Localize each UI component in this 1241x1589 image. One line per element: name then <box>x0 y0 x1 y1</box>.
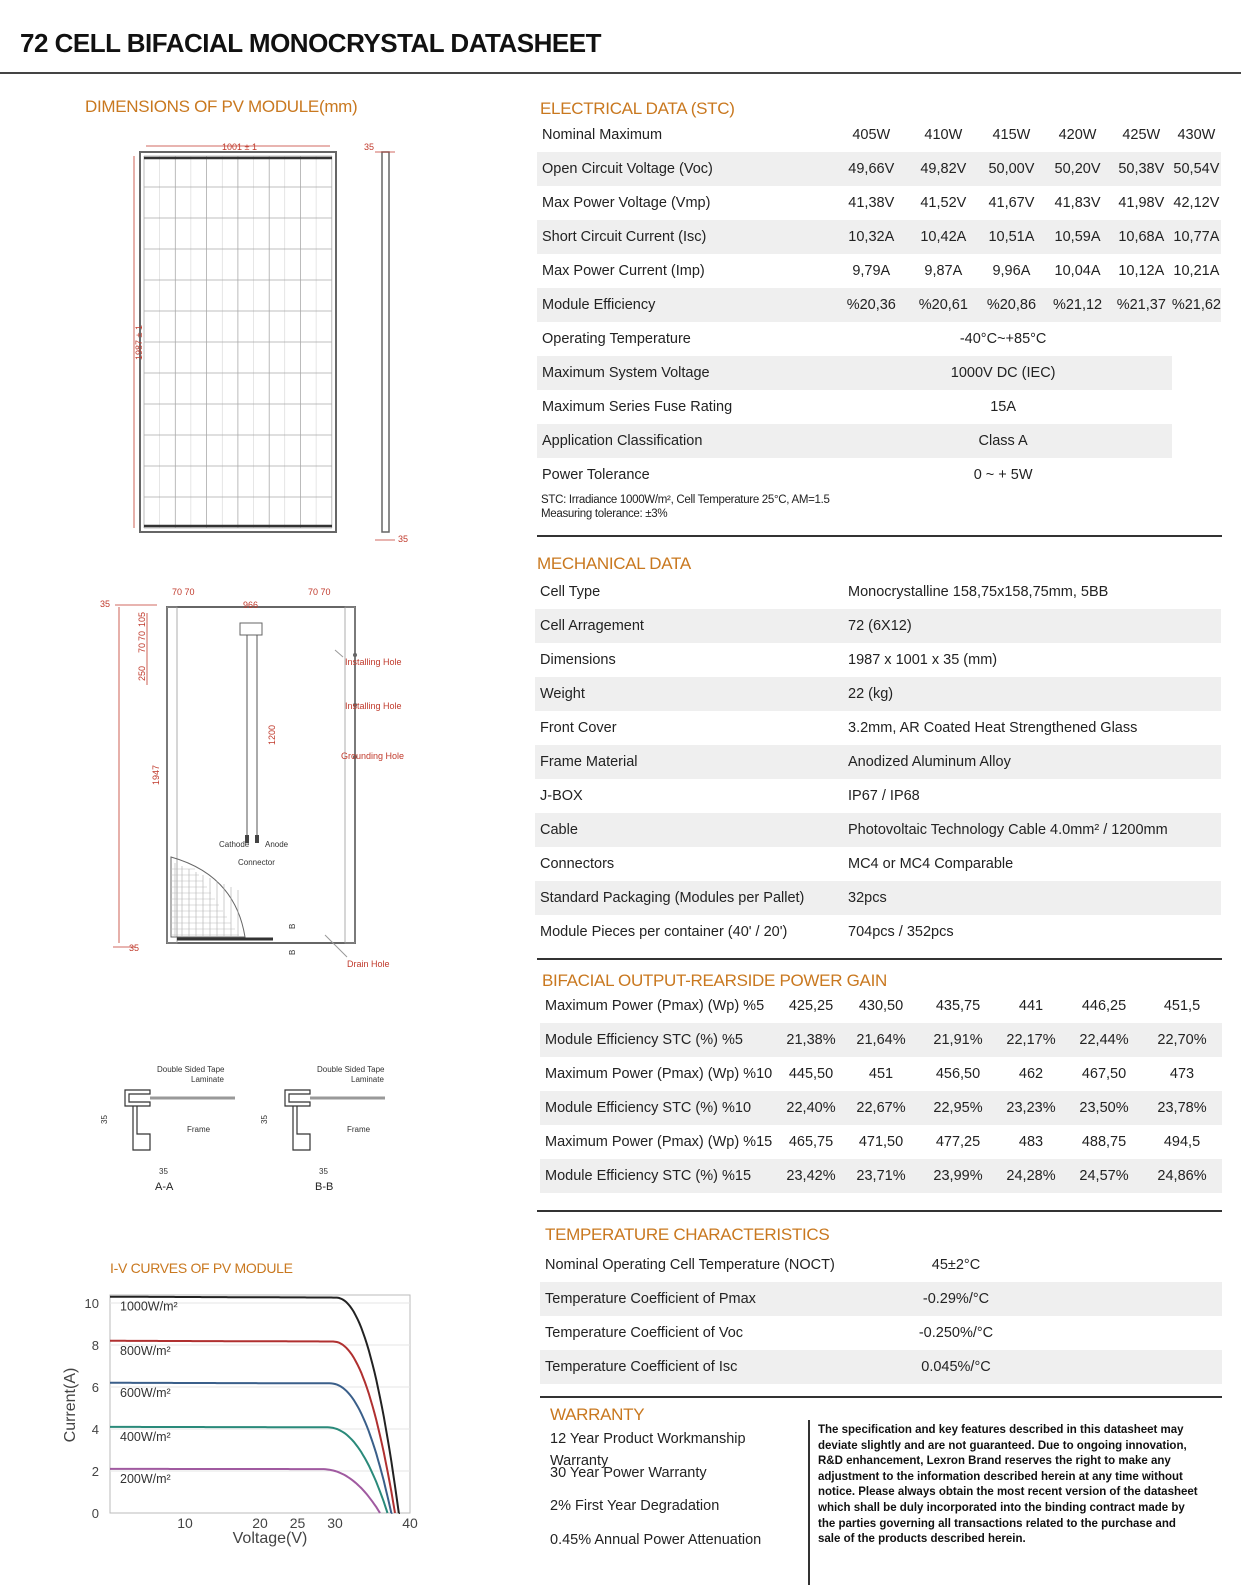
mechanical-row-value: 704pcs / 352pcs <box>848 924 954 940</box>
section-aa-width: 35 <box>159 1167 168 1176</box>
mechanical-row-value: IP67 / IP68 <box>848 788 920 804</box>
electrical-cell: 10,04A <box>1054 263 1101 279</box>
stc-note-line-1: STC: Irradiance 1000W/m², Cell Temperature 25°C, AM=1.5 <box>541 494 830 506</box>
iv-ytick: 2 <box>91 1464 99 1479</box>
mechanical-row <box>535 847 1221 881</box>
bifacial-row-label: Module Efficiency STC (%) %10 <box>540 1091 780 1125</box>
bifacial-row <box>540 1159 1222 1193</box>
drain-hole-label: Drain Hole <box>347 959 390 969</box>
electrical-span-value: 15A <box>990 399 1017 415</box>
iv-xtick: 25 <box>289 1515 306 1531</box>
front-panel-grid <box>144 156 332 528</box>
bifacial-cell: 471,50 <box>858 1134 904 1150</box>
electrical-cell: 405W <box>852 127 891 143</box>
electrical-cell: 41,83V <box>1054 195 1101 211</box>
electrical-span-row <box>537 322 1221 356</box>
bifacial-cell: 477,25 <box>935 1134 981 1150</box>
mechanical-row-label: Standard Packaging (Modules per Pallet) <box>535 881 848 915</box>
mechanical-row <box>535 779 1221 813</box>
electrical-span-row <box>537 390 1221 424</box>
connector-label: Connector <box>238 858 275 867</box>
iv-chart-title: I-V CURVES OF PV MODULE <box>110 1260 293 1276</box>
mechanical-row-label: Connectors <box>540 856 615 872</box>
page-title: 72 CELL BIFACIAL MONOCRYSTAL DATASHEET <box>20 28 601 58</box>
bifacial-cell: 22,17% <box>996 1023 1066 1057</box>
bifacial-cell: 22,95% <box>920 1091 996 1125</box>
bifacial-row-label: Module Efficiency STC (%) %5 <box>540 1023 780 1057</box>
mechanical-row <box>535 609 1221 643</box>
bifacial-row <box>540 989 1222 1023</box>
electrical-cell: %21,12 <box>1044 288 1111 322</box>
electrical-span-label: Maximum System Voltage <box>537 356 738 390</box>
cathode-label: Cathode <box>219 840 250 849</box>
bifacial-cell: 22,44% <box>1066 1023 1142 1057</box>
mechanical-row-label: Cell Type <box>540 584 601 600</box>
mechanical-row <box>535 643 1221 677</box>
bifacial-cell: 24,57% <box>1066 1159 1142 1193</box>
bifacial-cell: 425,25 <box>788 998 834 1014</box>
mechanical-row-label: Frame Material <box>535 745 848 779</box>
mechanical-row-value: 3.2mm, AR Coated Heat Strengthened Glass <box>848 720 1138 736</box>
disclaimer-text: The specification and key features described in this datasheet may deviate slightly and are not guaranteed. Due to ongoing innovation, R&D enhancement, Lexron Brand reserves the right to make any adjustment to the information described herein at any time without notice. Please always obtain the most recent version of the datasheet which shall be duly incorporated into the binding contract made by the parties governing all transactions related to the purchase and sale of the products described herein. <box>818 1424 1198 1546</box>
electrical-row-label: Short Circuit Current (Isc) <box>537 220 738 254</box>
electrical-row-label: Max Power Current (Imp) <box>542 263 705 279</box>
installing-hole-label-1: Installing Hole <box>345 657 402 667</box>
stc-note <box>541 493 830 521</box>
electrical-table <box>537 118 1221 492</box>
disclaimer-divider <box>808 1420 810 1585</box>
bifacial-cell: 24,86% <box>1142 1159 1222 1193</box>
section-bb-height: 35 <box>260 1115 269 1124</box>
temperature-divider <box>540 1396 1222 1398</box>
iv-ytick: 8 <box>91 1338 99 1353</box>
mechanical-divider <box>537 958 1222 960</box>
temperature-row-label: Nominal Operating Cell Temperature (NOCT) <box>545 1257 835 1273</box>
electrical-span-label: Power Tolerance <box>542 467 650 483</box>
electrical-cell: 10,42A <box>908 220 978 254</box>
electrical-span-row <box>537 458 1221 492</box>
stc-note-line-2: Measuring tolerance: ±3% <box>541 508 668 520</box>
electrical-cell: 41,52V <box>920 195 967 211</box>
mechanical-row-label: Front Cover <box>540 720 617 736</box>
front-width-label: 1001 ± 1 <box>222 142 257 152</box>
electrical-span-label: Application Classification <box>537 424 738 458</box>
section-bb-tape-label: Double Sided Tape <box>317 1065 385 1074</box>
iv-ytick: 0 <box>91 1506 99 1521</box>
temperature-row <box>540 1248 1222 1282</box>
mechanical-row <box>535 881 1221 915</box>
electrical-title: ELECTRICAL DATA (STC) <box>540 99 735 118</box>
mechanical-title: MECHANICAL DATA <box>537 554 691 573</box>
mechanical-row <box>535 745 1221 779</box>
back-v2: 70 <box>137 630 147 641</box>
electrical-cell: 10,77A <box>1172 220 1221 254</box>
back-offset-left: 70 70 <box>172 587 195 597</box>
electrical-cell: %21,62 <box>1172 288 1221 322</box>
electrical-cell: 50,20V <box>1044 152 1111 186</box>
iv-ytick: 6 <box>91 1380 99 1395</box>
bifacial-cell: 430,50 <box>858 998 904 1014</box>
electrical-cell: 415W <box>992 127 1031 143</box>
temperature-row <box>540 1282 1222 1316</box>
bifacial-cell: 22,40% <box>780 1091 842 1125</box>
bifacial-cell: 451,5 <box>1163 998 1201 1014</box>
iv-ytick: 4 <box>91 1422 99 1437</box>
electrical-cell: 420W <box>1058 127 1097 143</box>
electrical-cell: 9,96A <box>992 263 1031 279</box>
bifacial-row <box>540 1125 1222 1159</box>
bifacial-cell: 488,75 <box>1081 1134 1127 1150</box>
electrical-cell: 41,98V <box>1118 195 1165 211</box>
mechanical-row-label: Weight <box>535 677 848 711</box>
bottom-offset-label: 35 <box>129 943 140 953</box>
mechanical-table <box>535 575 1221 949</box>
installing-hole-label-2: Installing Hole <box>345 701 402 711</box>
bifacial-row-label: Maximum Power (Pmax) (Wp) %15 <box>545 1134 773 1150</box>
section-bb-label: B-B <box>315 1181 334 1193</box>
grounding-hole-label: Grounding Hole <box>341 751 405 761</box>
depth-top-label: 35 <box>364 142 375 152</box>
iv-series-label: 1000W/m² <box>120 1299 178 1314</box>
back-view-drawing <box>95 585 425 975</box>
bifacial-cell: 441 <box>1018 998 1044 1014</box>
title-divider <box>0 72 1241 74</box>
warranty-item: 2% First Year Degradation <box>550 1498 720 1514</box>
section-aa-tape-label: Double Sided Tape <box>157 1065 225 1074</box>
electrical-cell: 10,51A <box>979 220 1045 254</box>
electrical-cell: 9,87A <box>924 263 963 279</box>
mechanical-row-label: J-BOX <box>540 788 583 804</box>
back-offset-right: 70 70 <box>308 587 331 597</box>
electrical-cell: 430W <box>1177 127 1216 143</box>
electrical-span-label: Operating Temperature <box>542 331 691 347</box>
bifacial-cell: 21,91% <box>920 1023 996 1057</box>
electrical-row-label: Nominal Maximum <box>542 127 663 143</box>
electrical-row <box>537 254 1221 288</box>
electrical-cell: %20,86 <box>979 288 1045 322</box>
bifacial-cell: 24,28% <box>996 1159 1066 1193</box>
bifacial-cell: 456,50 <box>935 1066 981 1082</box>
electrical-cell: 10,68A <box>1111 220 1172 254</box>
electrical-cell: 50,54V <box>1172 152 1221 186</box>
section-aa-drawing <box>100 1065 235 1193</box>
mechanical-row-value: Anodized Aluminum Alloy <box>848 745 1221 779</box>
section-bb-drawing <box>260 1065 385 1193</box>
bifacial-title: BIFACIAL OUTPUT-REARSIDE POWER GAIN <box>542 971 887 990</box>
temperature-row-value: 0.045%/°C <box>840 1350 1072 1384</box>
electrical-span-value: Class A <box>834 424 1171 458</box>
temperature-row-label: Temperature Coefficient of Isc <box>540 1350 840 1384</box>
mechanical-row-value: Monocrystalline 158,75x158,75mm, 5BB <box>848 584 1109 600</box>
bifacial-row-label: Maximum Power (Pmax) (Wp) %10 <box>545 1066 773 1082</box>
mechanical-row-value: 22 (kg) <box>848 677 1221 711</box>
warranty-item: 0.45% Annual Power Attenuation <box>550 1531 762 1548</box>
electrical-cell: %20,36 <box>834 288 908 322</box>
electrical-cell: 50,38V <box>1111 152 1172 186</box>
mechanical-row <box>535 575 1221 609</box>
temperature-row-value: -0.29%/°C <box>840 1282 1072 1316</box>
electrical-cell: %20,61 <box>908 288 978 322</box>
temperature-row-label: Temperature Coefficient of Pmax <box>540 1282 840 1316</box>
section-b-bottom: B <box>288 949 297 955</box>
section-b-top: B <box>288 923 297 929</box>
electrical-cell: 425W <box>1122 127 1161 143</box>
iv-ylabel: Current(A) <box>62 1367 79 1443</box>
electrical-span-row <box>537 424 1221 458</box>
mechanical-row-value: 32pcs <box>848 881 1221 915</box>
cross-section-drawings <box>95 1062 425 1202</box>
electrical-cell: 410W <box>924 127 963 143</box>
bifacial-cell: 467,50 <box>1081 1066 1127 1082</box>
section-aa-frame-label: Frame <box>187 1125 211 1134</box>
depth-bottom-label: 35 <box>398 534 409 544</box>
temperature-row-value: -0.250%/°C <box>918 1325 994 1341</box>
electrical-cell: 9,79A <box>852 263 891 279</box>
bifacial-cell: 435,75 <box>935 998 981 1014</box>
bifacial-cell: 445,50 <box>788 1066 834 1082</box>
electrical-cell: 10,59A <box>1044 220 1111 254</box>
electrical-row-label: Module Efficiency <box>537 288 738 322</box>
iv-xtick: 30 <box>327 1515 343 1531</box>
electrical-divider <box>537 535 1222 537</box>
iv-ytick: 10 <box>84 1296 99 1311</box>
electrical-cell: 41,38V <box>848 195 895 211</box>
mechanical-row-value: 1987 x 1001 x 35 (mm) <box>848 652 998 668</box>
iv-series-label: 800W/m² <box>120 1343 171 1358</box>
bifacial-cell: 465,75 <box>788 1134 834 1150</box>
mechanical-row-label: Cell Arragement <box>535 609 848 643</box>
iv-xtick: 20 <box>252 1515 268 1531</box>
mechanical-row <box>535 711 1221 745</box>
bifacial-cell: 22,67% <box>842 1091 920 1125</box>
bifacial-cell: 21,64% <box>842 1023 920 1057</box>
iv-series-label: 200W/m² <box>120 1471 171 1486</box>
mechanical-row-value: Photovoltaic Technology Cable 4.0mm² / 1200mm <box>848 813 1221 847</box>
front-view-drawing <box>90 130 420 550</box>
bifacial-cell: 483 <box>1018 1134 1044 1150</box>
section-bb-frame-label: Frame <box>347 1125 371 1134</box>
electrical-cell: 49,82V <box>908 152 978 186</box>
bifacial-cell: 462 <box>1018 1066 1044 1082</box>
front-height-label: 1987 ± 1 <box>134 325 144 360</box>
bifacial-cell: 494,5 <box>1163 1134 1201 1150</box>
back-cell-hatch <box>171 863 239 937</box>
back-v1: 105 <box>137 611 147 627</box>
electrical-cell: 10,32A <box>834 220 908 254</box>
electrical-span-label: Maximum Series Fuse Rating <box>542 399 733 415</box>
bifacial-divider <box>537 1210 1222 1212</box>
back-height-label: 1947 <box>151 764 161 785</box>
warranty-title: WARRANTY <box>550 1405 645 1424</box>
bifacial-cell: 22,70% <box>1142 1023 1222 1057</box>
bifacial-cell: 23,99% <box>920 1159 996 1193</box>
back-v4: 250 <box>137 665 147 681</box>
temperature-row <box>540 1316 1222 1350</box>
iv-xlabel: Voltage(V) <box>232 1530 308 1547</box>
electrical-span-value: 0 ~ + 5W <box>973 467 1033 483</box>
electrical-cell: 10,12A <box>1118 263 1165 279</box>
bifacial-row-label: Module Efficiency STC (%) %15 <box>540 1159 780 1193</box>
electrical-cell: 49,66V <box>834 152 908 186</box>
bifacial-cell: 23,78% <box>1142 1091 1222 1125</box>
section-aa-laminate-label: Laminate <box>191 1075 224 1084</box>
bifacial-cell: 23,50% <box>1066 1091 1142 1125</box>
bifacial-row <box>540 1057 1222 1091</box>
bifacial-cell: 451 <box>868 1066 894 1082</box>
bifacial-row-label: Maximum Power (Pmax) (Wp) %5 <box>545 998 765 1014</box>
warranty-list <box>550 1428 800 1562</box>
temperature-table <box>540 1248 1222 1384</box>
back-v3: 70 <box>137 642 147 653</box>
mechanical-row-label: Cable <box>535 813 848 847</box>
bifacial-table <box>540 989 1222 1193</box>
mechanical-row-value: MC4 or MC4 Comparable <box>848 856 1014 872</box>
iv-xtick: 10 <box>177 1515 193 1531</box>
electrical-cell: 10,21A <box>1173 263 1220 279</box>
dimensions-title: DIMENSIONS OF PV MODULE(mm) <box>85 97 358 116</box>
electrical-cell: 41,67V <box>988 195 1035 211</box>
iv-series-label: 400W/m² <box>120 1429 171 1444</box>
mechanical-row-label: Dimensions <box>540 652 616 668</box>
warranty-item: 30 Year Power Warranty <box>550 1464 707 1481</box>
back-side-offset: 35 <box>100 599 111 609</box>
warranty-item: 12 Year Product Workmanship Warranty <box>550 1431 746 1469</box>
section-bb-width: 35 <box>319 1167 328 1176</box>
electrical-cell: 42,12V <box>1173 195 1220 211</box>
electrical-span-value: 1000V DC (IEC) <box>834 356 1171 390</box>
iv-chart <box>55 1285 425 1585</box>
electrical-span-row <box>537 356 1221 390</box>
anode-label: Anode <box>265 840 289 849</box>
bifacial-cell: 23,42% <box>780 1159 842 1193</box>
bifacial-row <box>540 1091 1222 1125</box>
bifacial-cell: 446,25 <box>1081 998 1127 1014</box>
mechanical-row-value: 72 (6X12) <box>848 609 1221 643</box>
temperature-row <box>540 1350 1222 1384</box>
electrical-span-value: -40°C~+85°C <box>959 331 1047 347</box>
bifacial-row <box>540 1023 1222 1057</box>
electrical-row <box>537 118 1221 152</box>
bifacial-cell: 473 <box>1169 1066 1195 1082</box>
electrical-cell: %21,37 <box>1111 288 1172 322</box>
section-aa-height: 35 <box>100 1115 109 1124</box>
bifacial-cell: 23,71% <box>842 1159 920 1193</box>
cable-length-label: 1200 <box>267 724 277 745</box>
iv-xtick: 40 <box>402 1515 418 1531</box>
temperature-row-value: 45±2°C <box>931 1257 981 1273</box>
mechanical-row <box>535 813 1221 847</box>
section-aa-label: A-A <box>155 1181 174 1193</box>
mechanical-row <box>535 677 1221 711</box>
temperature-row-label: Temperature Coefficient of Voc <box>545 1325 744 1341</box>
bifacial-cell: 23,23% <box>996 1091 1066 1125</box>
back-width-label: 966 <box>243 600 259 610</box>
temperature-title: TEMPERATURE CHARACTERISTICS <box>545 1225 830 1244</box>
electrical-cell: 50,00V <box>979 152 1045 186</box>
iv-series-label: 600W/m² <box>120 1385 171 1400</box>
electrical-row-label: Open Circuit Voltage (Voc) <box>537 152 738 186</box>
mechanical-row-label: Module Pieces per container (40' / 20') <box>540 924 788 940</box>
section-bb-laminate-label: Laminate <box>351 1075 384 1084</box>
electrical-row <box>537 288 1221 322</box>
mechanical-row <box>535 915 1221 949</box>
electrical-row <box>537 220 1221 254</box>
bifacial-cell: 21,38% <box>780 1023 842 1057</box>
electrical-row-label: Max Power Voltage (Vmp) <box>542 195 711 211</box>
electrical-row <box>537 152 1221 186</box>
electrical-row <box>537 186 1221 220</box>
